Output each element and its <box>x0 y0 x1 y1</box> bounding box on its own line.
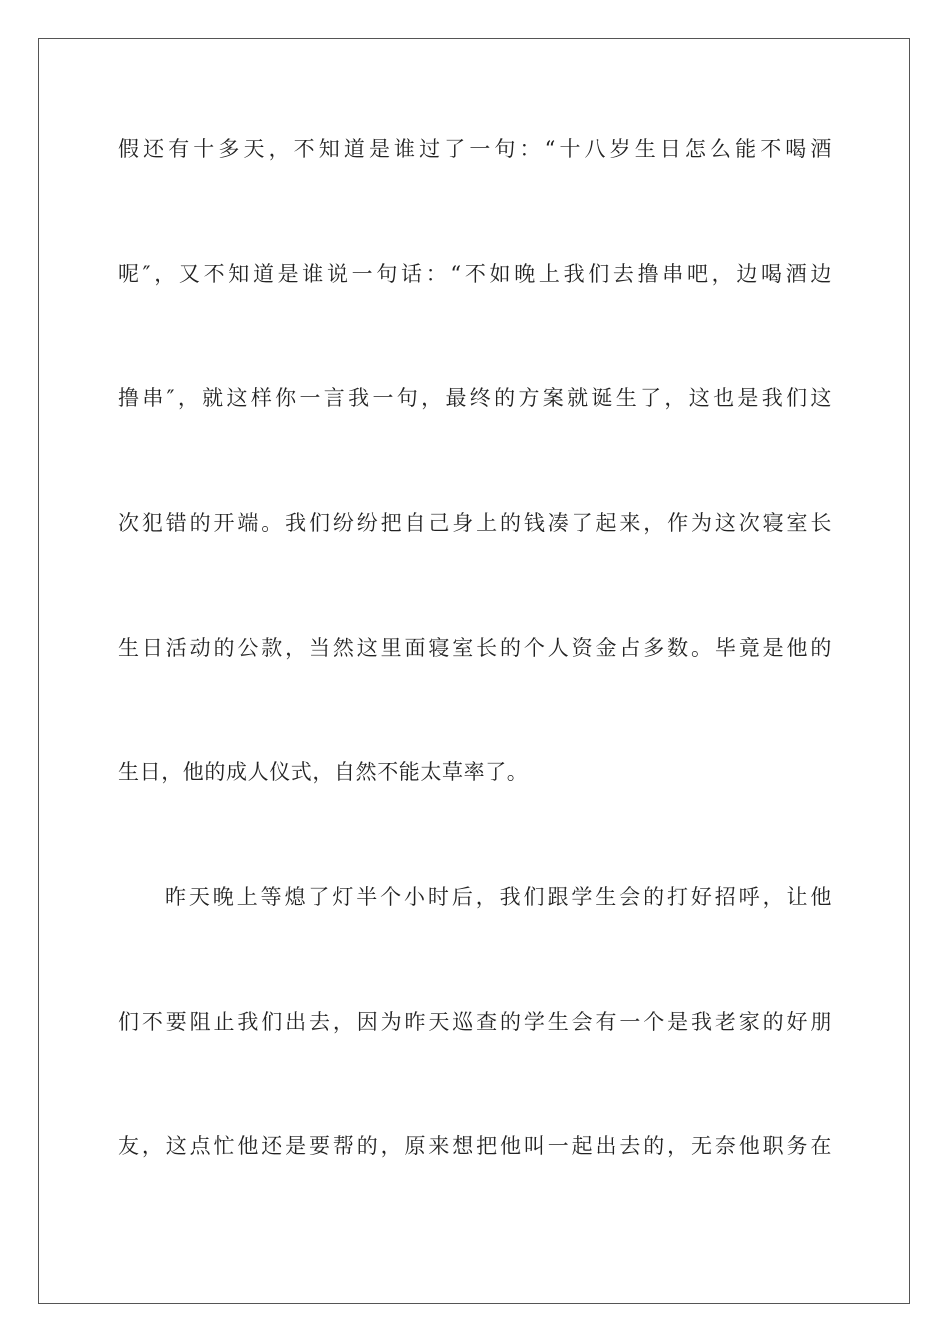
paragraph-line-2: 呢″，又不知道是谁说一句话：“不如晚上我们去撸串吧，边喝酒边 <box>118 262 832 286</box>
paragraph-line-3: 撸串″，就这样你一言我一句，最终的方案就诞生了，这也是我们这 <box>118 386 832 410</box>
paragraph-line-6: 生日，他的成人仪式，自然不能太草率了。 <box>118 760 529 784</box>
paragraph-line-5: 生日活动的公款，当然这里面寝室长的个人资金占多数。毕竟是他的 <box>118 636 832 660</box>
paragraph-line-7: 昨天晚上等熄了灯半个小时后，我们跟学生会的打好招呼，让他 <box>165 885 832 909</box>
paragraph-line-4: 次犯错的开端。我们纷纷把自己身上的钱凑了起来，作为这次寝室长 <box>118 511 832 535</box>
paragraph-line-8: 们不要阻止我们出去，因为昨天巡查的学生会有一个是我老家的好朋 <box>118 1010 832 1034</box>
paragraph-line-1: 假还有十多天，不知道是谁过了一句：“十八岁生日怎么能不喝酒 <box>118 137 832 161</box>
paragraph-line-9: 友，这点忙他还是要帮的，原来想把他叫一起出去的，无奈他职务在 <box>118 1134 832 1158</box>
page-border <box>38 38 910 1304</box>
